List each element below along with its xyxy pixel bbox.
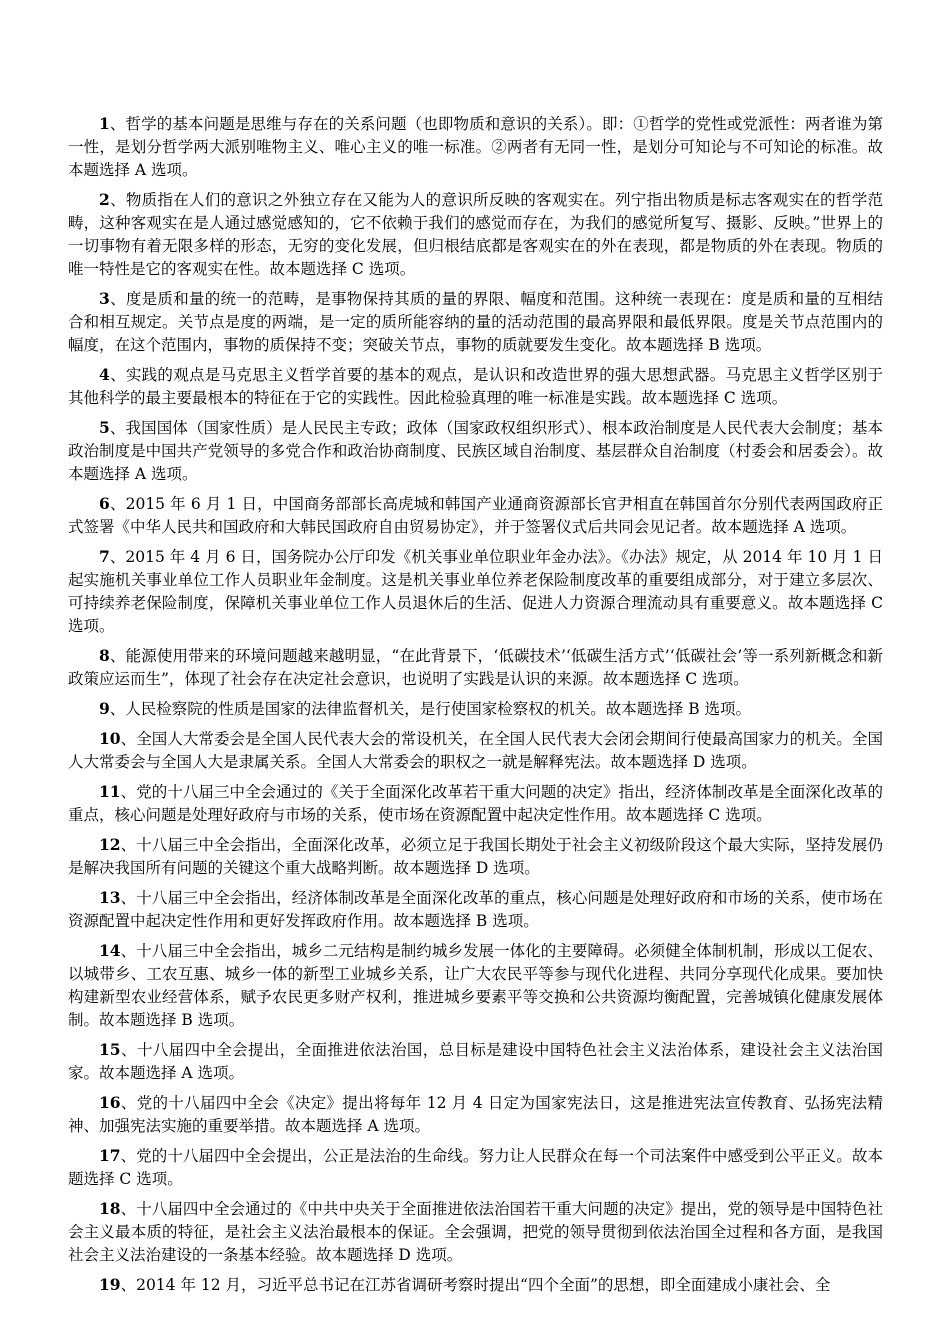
answer-text: 、能源使用带来的环境问题越来越明显，“在此背景下，‘低碳技术’‘低碳生活方式’‘低碳社会’等一系列新概念和新政策应运而生”，体现了社会存在决定社会意识，也说明了实践是认识的来源。故本题选择 C 选项。 xyxy=(68,647,883,688)
question-number: 19 xyxy=(99,1275,121,1294)
answer-paragraph-10 xyxy=(68,727,883,774)
answer-paragraph-2 xyxy=(68,188,883,281)
answer-text: 、实践的观点是马克思主义哲学首要的基本的观点，是认识和改造世界的强大思想武器。马克思主义哲学区别于其他科学的最主要最根本的特征在于它的实践性。因此检验真理的唯一标准是实践。故本题选择 C 选项。 xyxy=(68,366,883,407)
question-number: 10 xyxy=(99,729,121,748)
answer-paragraph-1 xyxy=(68,112,883,182)
answer-paragraph-4 xyxy=(68,363,883,410)
answer-paragraph-14 xyxy=(68,939,883,1032)
answer-text: 、2015 年 4 月 6 日，国务院办公厅印发《机关事业单位职业年金办法》。《办法》规定，从 2014 年 10 月 1 日起实施机关事业单位工作人员职业年金制度。这是机关事业单位养老保险制度改革的重要组成部分，对于建立多层次、可持续养老保险制度，保障机关事业单位工作人员退休后的生活、促进人力资源合理流动具有重要意义。故本题选择 C 选项。 xyxy=(68,548,883,635)
answer-text: 、哲学的基本问题是思维与存在的关系问题（也即物质和意识的关系）。即：①哲学的党性或党派性：两者谁为第一性，是划分哲学两大派别唯物主义、唯心主义的唯一标准。②两者有无同一性，是划分可知论与不可知论的标准。故本题选择 A 选项。 xyxy=(68,115,883,179)
answer-text: 、十八届四中全会提出，全面推进依法治国，总目标是建设中国特色社会主义法治体系，建设社会主义法治国家。故本题选择 A 选项。 xyxy=(68,1041,883,1082)
question-number: 9 xyxy=(99,699,110,718)
question-number: 2 xyxy=(99,190,110,209)
question-number: 18 xyxy=(99,1199,121,1218)
answer-text: 、2014 年 12 月，习近平总书记在江苏省调研考察时提出“四个全面”的思想，即全面建成小康社会、全 xyxy=(120,1276,831,1294)
answer-paragraph-17 xyxy=(68,1144,883,1191)
answer-text: 、十八届四中全会通过的《中共中央关于全面推进依法治国若干重大问题的决定》提出，党的领导是中国特色社会主义最本质的特征，是社会主义法治最根本的保证。全会强调，把党的领导贯彻到依法治国全过程和各方面，是我国社会主义法治建设的一条基本经验。故本题选择 D 选项。 xyxy=(68,1200,883,1264)
answer-text: 、2015 年 6 月 1 日，中国商务部部长高虎城和韩国产业通商资源部长官尹相直在韩国首尔分别代表两国政府正式签署《中华人民共和国政府和大韩民国政府自由贸易协定》，并于签署仪式后共同会见记者。故本题选择 A 选项。 xyxy=(68,495,883,536)
question-number: 16 xyxy=(99,1093,121,1112)
question-number: 11 xyxy=(99,782,121,801)
question-number: 6 xyxy=(99,494,110,513)
question-number: 7 xyxy=(99,547,110,566)
answer-paragraph-7 xyxy=(68,545,883,638)
answer-text: 、十八届三中全会指出，城乡二元结构是制约城乡发展一体化的主要障碍。必须健全体制机制，形成以工促农、以城带乡、工农互惠、城乡一体的新型工业城乡关系，让广大农民平等参与现代化进程、共同分享现代化成果。要加快构建新型农业经营体系，赋予农民更多财产权利，推进城乡要素平等交换和公共资源均衡配置，完善城镇化健康发展体制。故本题选择 B 选项。 xyxy=(68,942,883,1029)
answer-text: 、全国人大常委会是全国人民代表大会的常设机关，在全国人民代表大会闭会期间行使最高国家力的机关。全国人大常委会与全国人大是隶属关系。全国人大常委会的职权之一就是解释宪法。故本题选择 D 选项。 xyxy=(68,730,883,771)
answer-paragraph-3 xyxy=(68,287,883,357)
document-page xyxy=(68,112,883,1303)
answer-text: 、十八届三中全会指出，经济体制改革是全面深化改革的重点，核心问题是处理好政府和市场的关系，使市场在资源配置中起决定性作用和更好发挥政府作用。故本题选择 B 选项。 xyxy=(68,889,883,930)
answer-paragraph-19 xyxy=(68,1273,883,1297)
question-number: 4 xyxy=(99,365,110,384)
answer-paragraph-9 xyxy=(68,697,883,721)
answer-text: 、党的十八届四中全会《决定》提出将每年 12 月 4 日定为国家宪法日，这是推进宪法宣传教育、弘扬宪法精神、加强宪法实施的重要举措。故本题选择 A 选项。 xyxy=(68,1094,883,1135)
answer-paragraph-16 xyxy=(68,1091,883,1138)
answer-paragraph-12 xyxy=(68,833,883,880)
answer-paragraph-15 xyxy=(68,1038,883,1085)
answer-paragraph-13 xyxy=(68,886,883,933)
answer-text: 、度是质和量的统一的范畴，是事物保持其质的量的界限、幅度和范围。这种统一表现在：度是质和量的互相结合和相互规定。关节点是度的两端，是一定的质所能容纳的量的活动范围的最高界限和最低界限。度是关节点范围内的幅度，在这个范围内，事物的质保持不变；突破关节点，事物的质就要发生变化。故本题选择 B 选项。 xyxy=(68,290,883,354)
answer-text: 、党的十八届三中全会通过的《关于全面深化改革若干重大问题的决定》指出，经济体制改革是全面深化改革的重点，核心问题是处理好政府与市场的关系，使市场在资源配置中起决定性作用。故本题选择 C 选项。 xyxy=(68,783,883,824)
answer-paragraph-6 xyxy=(68,492,883,539)
answer-text: 、人民检察院的性质是国家的法律监督机关，是行使国家检察权的机关。故本题选择 B 选项。 xyxy=(109,700,752,718)
answer-paragraph-11 xyxy=(68,780,883,827)
answer-paragraph-18 xyxy=(68,1197,883,1267)
question-number: 15 xyxy=(99,1040,121,1059)
question-number: 5 xyxy=(99,418,110,437)
question-number: 1 xyxy=(99,114,110,133)
question-number: 12 xyxy=(99,835,121,854)
answer-text: 、物质指在人们的意识之外独立存在又能为人的意识所反映的客观实在。列宁指出物质是标志客观实在的哲学范畴，这种客观实在是人通过感觉感知的，它不依赖于我们的感觉而存在，为我们的感觉所复写、摄影、反映。”世界上的一切事物有着无限多样的形态，无穷的变化发展，但归根结底都是客观实在的外在表现，都是物质的外在表现。物质的唯一特性是它的客观实在性。故本题选择 C 选项。 xyxy=(68,191,883,278)
answer-text: 、我国国体（国家性质）是人民民主专政；政体（国家政权组织形式）、根本政治制度是人民代表大会制度；基本政治制度是中国共产党领导的多党合作和政治协商制度、民族区域自治制度、基层群众自治制度（村委会和居委会）。故本题选择 A 选项。 xyxy=(68,419,883,483)
question-number: 8 xyxy=(99,646,110,665)
question-number: 14 xyxy=(99,941,121,960)
answer-paragraph-8 xyxy=(68,644,883,691)
question-number: 3 xyxy=(99,289,110,308)
question-number: 17 xyxy=(99,1146,121,1165)
answer-paragraph-5 xyxy=(68,416,883,486)
answer-text: 、十八届三中全会指出，全面深化改革，必须立足于我国长期处于社会主义初级阶段这个最大实际，坚持发展仍是解决我国所有问题的关键这个重大战略判断。故本题选择 D 选项。 xyxy=(68,836,883,877)
question-number: 13 xyxy=(99,888,121,907)
answer-text: 、党的十八届四中全会提出，公正是法治的生命线。努力让人民群众在每一个司法案件中感受到公平正义。故本题选择 C 选项。 xyxy=(68,1147,883,1188)
